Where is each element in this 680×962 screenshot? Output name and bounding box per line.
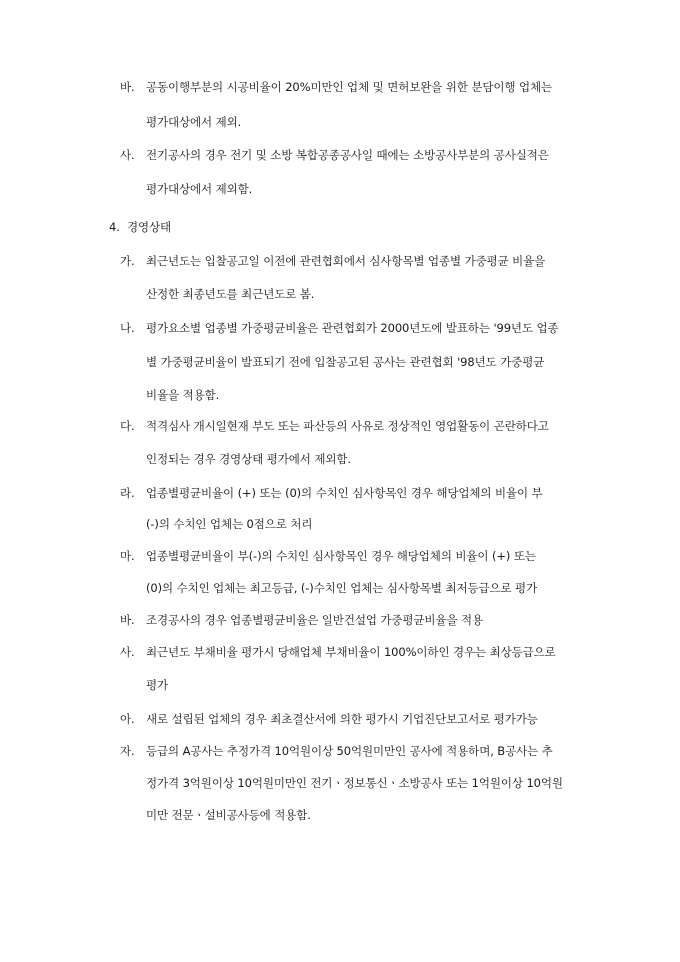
item-marker: 사. [120,148,135,162]
item-text: 별 가중평균비율이 발표되기 전에 입찰공고된 공사는 관련협회 '98년도 가중평균 [146,355,545,369]
item-marker: 나. [120,321,135,335]
item-text: 최근년도는 입찰공고일 이전에 관련협회에서 심사항목별 업종별 가중평균 비율을 [146,254,546,268]
item-marker: 자. [120,744,135,758]
item-text: 평가대상에서 제외. [146,115,242,129]
list-item-a [120,711,538,727]
item-marker: 가. [120,254,135,268]
list-item-continuation [146,807,311,823]
list-item-ga [120,253,545,269]
list-item-ba-2 [120,612,483,628]
item-text: 평가요소별 업종별 가중평균비율은 관련협회가 2000년도에 발표하는 '99년도 업종 [146,321,559,335]
list-item-continuation [146,354,544,370]
section-number: 4. [109,220,120,234]
list-item-continuation [146,451,351,467]
list-item-continuation [146,677,168,693]
item-marker: 바. [120,80,135,94]
item-marker: 사. [120,645,135,659]
item-text: 미만 전문ㆍ설비공사등에 적용함. [146,808,311,822]
item-text: 전기공사의 경우 전기 및 소방 복합공종공사일 때에는 소방공사부분의 공사실적은 [146,148,549,162]
list-item-na [120,320,559,336]
item-marker: 다. [120,419,135,433]
item-text: (-)의 수치인 업체는 0점으로 처리 [146,517,313,531]
item-text: 새로 설립된 업체의 경우 최초결산서에 의한 평가시 기업진단보고서로 평가가능 [146,712,538,726]
item-text: 정가격 3억원이상 10억원미만인 전기ㆍ정보통신ㆍ소방공사 또는 1억원이상 10억원 [146,776,563,790]
list-item-continuation [146,775,563,791]
item-marker: 마. [120,549,135,563]
list-item-continuation [146,387,219,403]
item-text: (0)의 수치인 업체는 최고등급, (-)수치인 업체는 심사항목별 최저등급으로 평가 [146,581,538,595]
list-item-ra [120,485,543,501]
item-text: 비율을 적용함. [146,388,220,402]
item-text: 평가 [146,678,169,692]
list-item-ba [120,79,552,95]
list-item-da [120,418,549,434]
item-text: 업종별평균비율이 (+) 또는 (0)의 수치인 심사항목인 경우 해당업체의 비율이 부 [146,486,543,500]
item-text: 등급의 A공사는 추정가격 10억원이상 50억원미만인 공사에 적용하며, B공사는 추 [146,744,553,758]
item-text: 최근년도 부채비율 평가시 당해업체 부채비율이 100%이하인 경우는 최상등급으로 [146,645,556,659]
list-item-ma [120,548,536,564]
item-marker: 바. [120,613,135,627]
section-title: 경영상태 [127,220,172,234]
list-item-continuation [146,286,314,302]
item-text: 업종별평균비율이 부(-)의 수치인 심사항목인 경우 해당업체의 비율이 (+) 또는 [146,549,536,563]
item-text: 공동이행부분의 시공비율이 20%미만인 업체 및 면허보완을 위한 분담이행 업체는 [146,80,552,94]
list-item-continuation [146,580,537,596]
list-item-continuation [146,516,312,532]
item-text: 적격심사 개시일현재 부도 또는 파산등의 사유로 정상적인 영업활동이 곤란하다고 [146,419,549,433]
list-item-continuation [146,181,252,197]
list-item-continuation [146,114,241,130]
item-marker: 아. [120,712,135,726]
item-text: 인정되는 경우 경영상태 평가에서 제외함. [146,452,351,466]
item-text: 평가대상에서 제외함. [146,182,253,196]
list-item-sa-2 [120,644,556,660]
section-heading-business-status [109,219,171,235]
item-text: 조경공사의 경우 업종별평균비율은 일반건설업 가중평균비율을 적용 [146,613,484,627]
list-item-sa [120,147,549,163]
list-item-ja [120,743,553,759]
item-marker: 라. [120,486,135,500]
item-text: 산정한 최종년도를 최근년도로 봄. [146,287,315,301]
